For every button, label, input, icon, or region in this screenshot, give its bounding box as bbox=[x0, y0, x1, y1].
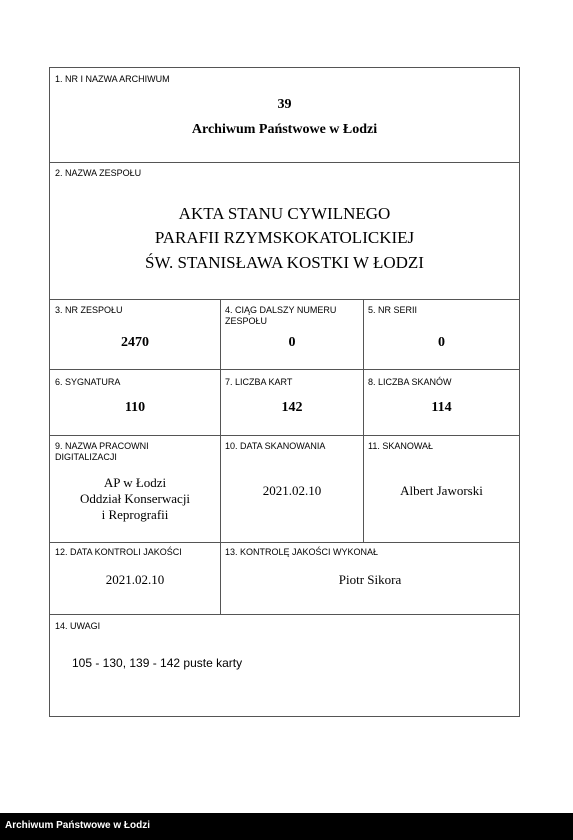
scanned-by: Albert Jaworski bbox=[400, 483, 483, 498]
field-label-scan-count: 8. LICZBA SKANÓW bbox=[368, 377, 452, 387]
fonds-continuation: 0 bbox=[288, 335, 296, 350]
digitization-lab-line: AP w Łodzi bbox=[103, 475, 167, 490]
field-label-fonds-name: 2. NAZWA ZESPOŁU bbox=[55, 168, 142, 178]
field-label-qc-by: 13. KONTROLĘ JAKOŚCI WYKONAŁ bbox=[225, 547, 379, 557]
notes-text: 105 - 130, 139 - 142 puste karty bbox=[72, 656, 243, 670]
field-label-fonds-continuation: 4. CIĄG DALSZY NUMERU ZESPOŁU bbox=[225, 305, 337, 326]
archive-name: Archiwum Państwowe w Łodzi bbox=[191, 122, 378, 137]
field-label-series-number: 5. NR SERII bbox=[368, 305, 418, 315]
field-label-notes: 14. UWAGI bbox=[55, 621, 101, 631]
qc-date: 2021.02.10 bbox=[105, 572, 165, 587]
series-number: 0 bbox=[438, 335, 445, 350]
divider bbox=[50, 299, 519, 300]
field-label-scanned-by: 11. SKANOWAŁ bbox=[368, 441, 434, 451]
card-count: 142 bbox=[281, 400, 303, 415]
fonds-name-line: PARAFII RZYMSKOKATOLICKIEJ bbox=[154, 228, 415, 247]
scan-count: 114 bbox=[431, 400, 452, 415]
digitization-lab-line: i Reprografii bbox=[101, 507, 169, 522]
field-label-scan-date: 10. DATA SKANOWANIA bbox=[225, 441, 326, 451]
field-label-fonds-number: 3. NR ZESPOŁU bbox=[55, 305, 123, 315]
field-label-archive: 1. NR I NAZWA ARCHIWUM bbox=[55, 74, 170, 84]
footer-text: Archiwum Państwowe w Łodzi bbox=[5, 820, 151, 831]
divider bbox=[50, 435, 519, 436]
field-label-signature: 6. SYGNATURA bbox=[55, 377, 121, 387]
fonds-name-line: AKTA STANU CYWILNEGO bbox=[178, 204, 391, 223]
signature: 110 bbox=[124, 400, 146, 415]
archive-metadata-card bbox=[49, 67, 520, 717]
field-label-qc-date: 12. DATA KONTROLI JAKOŚCI bbox=[55, 547, 182, 557]
divider bbox=[50, 162, 519, 163]
scan-date: 2021.02.10 bbox=[262, 483, 322, 498]
divider bbox=[50, 369, 519, 370]
footer-bar bbox=[0, 813, 573, 840]
divider bbox=[50, 614, 519, 615]
digitization-lab-line: Oddział Konserwacji bbox=[79, 491, 191, 506]
fonds-name-line: ŚW. STANISŁAWA KOSTKI W ŁODZI bbox=[145, 253, 424, 272]
divider bbox=[50, 542, 519, 543]
archive-number: 39 bbox=[277, 97, 292, 112]
qc-by: Piotr Sikora bbox=[338, 572, 402, 587]
field-label-digitization-lab: 9. NAZWA PRACOWNI DIGITALIZACJI bbox=[55, 441, 149, 462]
field-label-card-count: 7. LICZBA KART bbox=[225, 377, 293, 387]
fonds-number: 2470 bbox=[121, 335, 149, 350]
